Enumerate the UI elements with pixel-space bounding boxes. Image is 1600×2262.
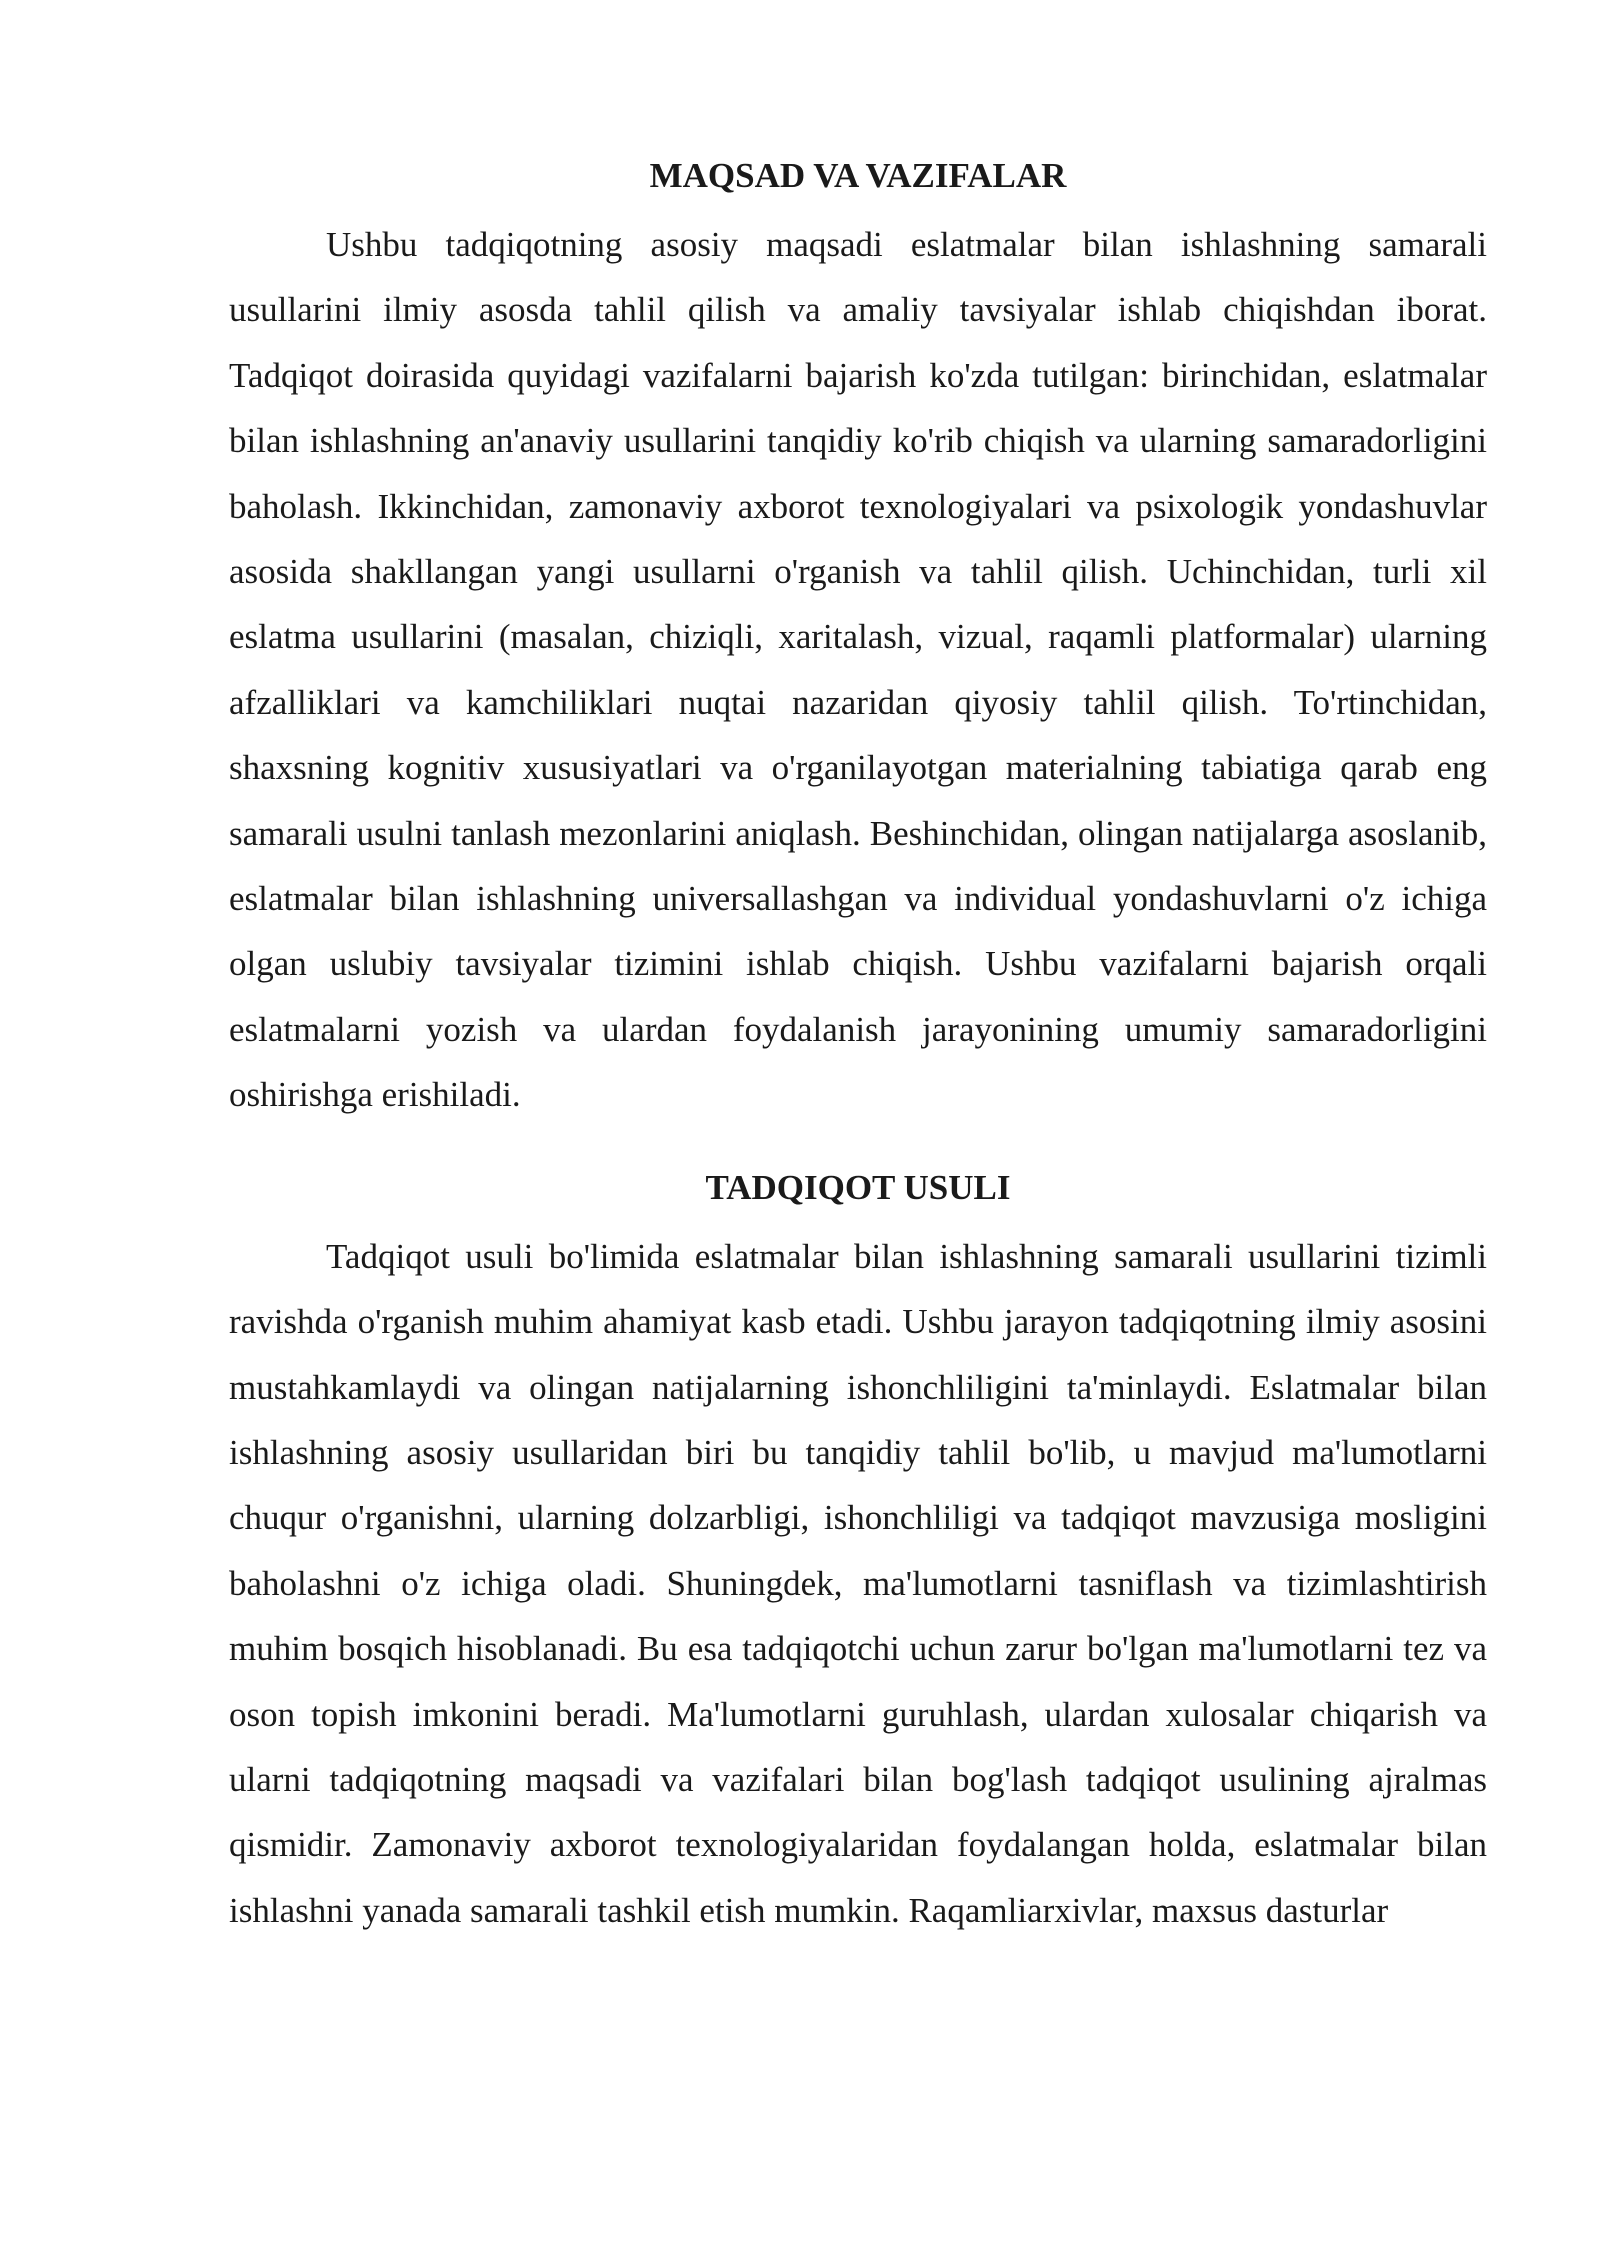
page-content: [229, 148, 1487, 1943]
section-heading-usul: TADQIQOT USULI: [705, 1167, 1011, 1207]
section-heading-maqsad: MAQSAD VA VAZIFALAR: [649, 156, 1067, 195]
paragraph-usul: Tadqiqot usuli bo'limida eslatmalar bilan ishlashning samarali usullarini tizimli ravishda o'rganish muhim ahamiyat kasb etadi. Ushbu jarayon tadqiqotning ilmiy asosini mustahkamlaydi va olingan natijalarning ishonchliligini ta'minlaydi. Eslatmalar bilan ishlashning asosiy usullaridan biri bu tanqidiy tahlil bo'lib, u mavjud ma'lumotlarni chuqur o'rganishni, ularning dolzarbligi, ishonchliligi va tadqiqot mavzusiga mosligini baholashni o'z ichiga oladi. Shuningdek, ma'lumotlarni tasniflash va tizimlashtirish muhim bosqich hisoblanadi. Bu esa tadqiqotchi uchun zarur bo'lgan ma'lumotlarni tez va oson topish imkonini beradi. Ma'lumotlarni guruhlash, ulardan xulosalar chiqarish va ularni tadqiqotning maqsadi va vazifalari bilan bog'lash tadqiqot usulining ajralmas qismidir. Zamonaviy axborot texnologiyalaridan foydalangan holda, eslatmalar bilan ishlashni yanada samarali tashkil etish mumkin. Raqamliarxivlar, maxsus dasturlar: [229, 1236, 1487, 1930]
paragraph-maqsad: Ushbu tadqiqotning asosiy maqsadi eslatmalar bilan ishlashning samarali usullarini ilmiy asosda tahlil qilish va amaliy tavsiyalar ishlab chiqishdan iborat. Tadqiqot doirasida quyidagi vazifalarni bajarish ko'zda tutilgan: birinchidan, eslatmalar bilan ishlashning an'anaviy usullarini tanqidiy ko'rib chiqish va ularning samaradorligini baholash. Ikkinchidan, zamonaviy axborot texnologiyalari va psixologik yondashuvlar asosida shakllangan yangi usullarni o'rganish va tahlil qilish. Uchinchidan, turli xil eslatma usullarini (masalan, chiziqli, xaritalash, vizual, raqamli platformalar) ularning afzalliklari va kamchiliklari nuqtai nazaridan qiyosiy tahlil qilish. To'rtinchidan, shaxsning kognitiv xususiyatlari va o'rganilayotgan materialning tabiatiga qarab eng samarali usulni tanlash mezonlarini aniqlash. Beshinchidan, olingan natijalarga asoslanib, eslatmalar bilan ishlashning universallashgan va individual yondashuvlarni o'z ichiga olgan uslubiy tavsiyalar tizimini ishlab chiqish. Ushbu vazifalarni bajarish orqali eslatmalarni yozish va ulardan foydalanish jarayonining umumiy samaradorligini oshirishga erishiladi.: [229, 225, 1487, 1115]
